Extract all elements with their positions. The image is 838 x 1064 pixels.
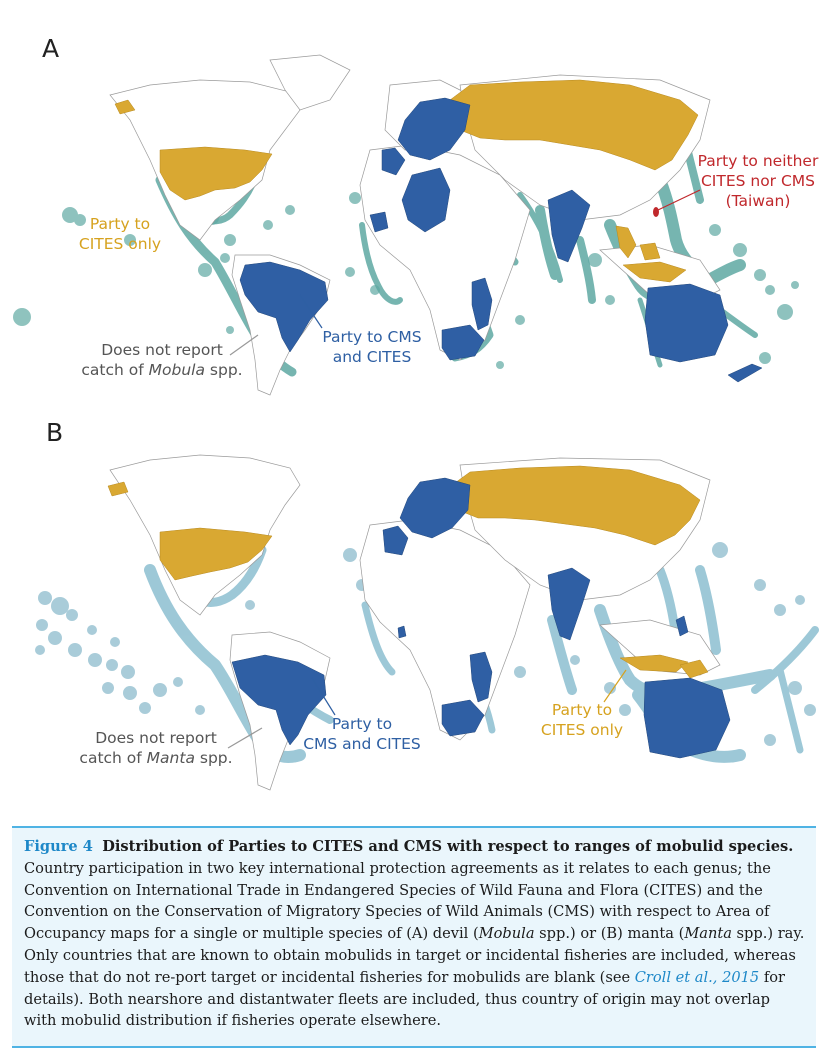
label-no-report-b-line1: Does not report — [95, 729, 217, 747]
label-no-report-a-line2 — [72, 360, 252, 380]
label-cms-cites-b-line2: CMS and CITES — [303, 735, 421, 753]
label-no-report-a-line1: Does not report — [101, 341, 223, 359]
label-cites-only-a — [72, 214, 168, 254]
label-cites-only-b — [534, 700, 630, 740]
figure-label: Figure 4 — [24, 838, 93, 855]
map-panel-b — [0, 410, 838, 810]
label-cites-only-a-line1: Party to — [89, 215, 151, 233]
label-neither-a-line1: Party to neither — [697, 152, 819, 170]
caption-genus-a: Mobula — [478, 925, 535, 943]
caption-body-2: spp.) or (B) manta ( — [534, 925, 685, 943]
reference-link[interactable]: Croll et al., 2015 — [634, 968, 760, 986]
label-cites-only-a-line2: CITES only — [78, 235, 162, 253]
label-cites-only-b-line2: CITES only — [540, 721, 624, 739]
label-no-report-b-suffix: spp. — [199, 749, 233, 767]
label-no-report-b-prefix: catch of — [79, 749, 147, 767]
caption-body-1: Country participation in two key international protection agreements as it relates to each genus; the Convention on International Trade in Endangered Species of Wild Fauna and Flora (CITES) and the Convention on the Conservation of Migratory Species of Wild Animals (CMS) with respect to Area of Occupancy maps for a single or multiple species of (A) devil ( — [24, 859, 771, 943]
label-neither-a-line3: (Taiwan) — [725, 192, 791, 210]
caption-genus-b: Manta — [684, 925, 732, 943]
label-no-report-b-line2 — [66, 748, 246, 768]
figure-title: Distribution of Parties to CITES and CMS with respect to ranges of mobulid species. — [102, 838, 794, 855]
label-no-report-a-prefix: catch of — [81, 361, 149, 379]
label-no-report-b-genus: Manta — [146, 749, 195, 767]
caption-body-3: spp.) ray. Only countries that are known to obtain mobulids in target or incidental fisheries are included, whereas those that do not re-port target or incidental fisheries for mobulids are blank (see — [24, 925, 805, 986]
caption-body-4: for details). Both nearshore and distantwater fleets are included, thus country of origin may not overlap with mobulid distribution if fisheries operate elsewhere. — [24, 968, 786, 1030]
label-cms-cites-b-line1: Party to — [331, 715, 393, 733]
label-cms-cites-b — [300, 714, 424, 754]
label-no-report-a-suffix: spp. — [209, 361, 243, 379]
label-neither-a — [690, 151, 826, 211]
figure-caption — [12, 826, 816, 1048]
label-cites-only-b-line1: Party to — [551, 701, 613, 719]
label-no-report-a-genus: Mobula — [148, 361, 205, 379]
label-cms-cites-a-line1: Party to CMS — [322, 328, 422, 346]
panel-letter-b: B — [46, 418, 64, 447]
label-neither-a-line2: CITES nor CMS — [700, 172, 816, 190]
map-panel-a — [0, 0, 838, 410]
label-cms-cites-a-line2: and CITES — [332, 348, 412, 366]
panel-letter-a: A — [42, 34, 60, 63]
label-no-report-a — [72, 340, 252, 380]
label-no-report-b — [66, 728, 246, 768]
label-cms-cites-a — [318, 327, 426, 367]
